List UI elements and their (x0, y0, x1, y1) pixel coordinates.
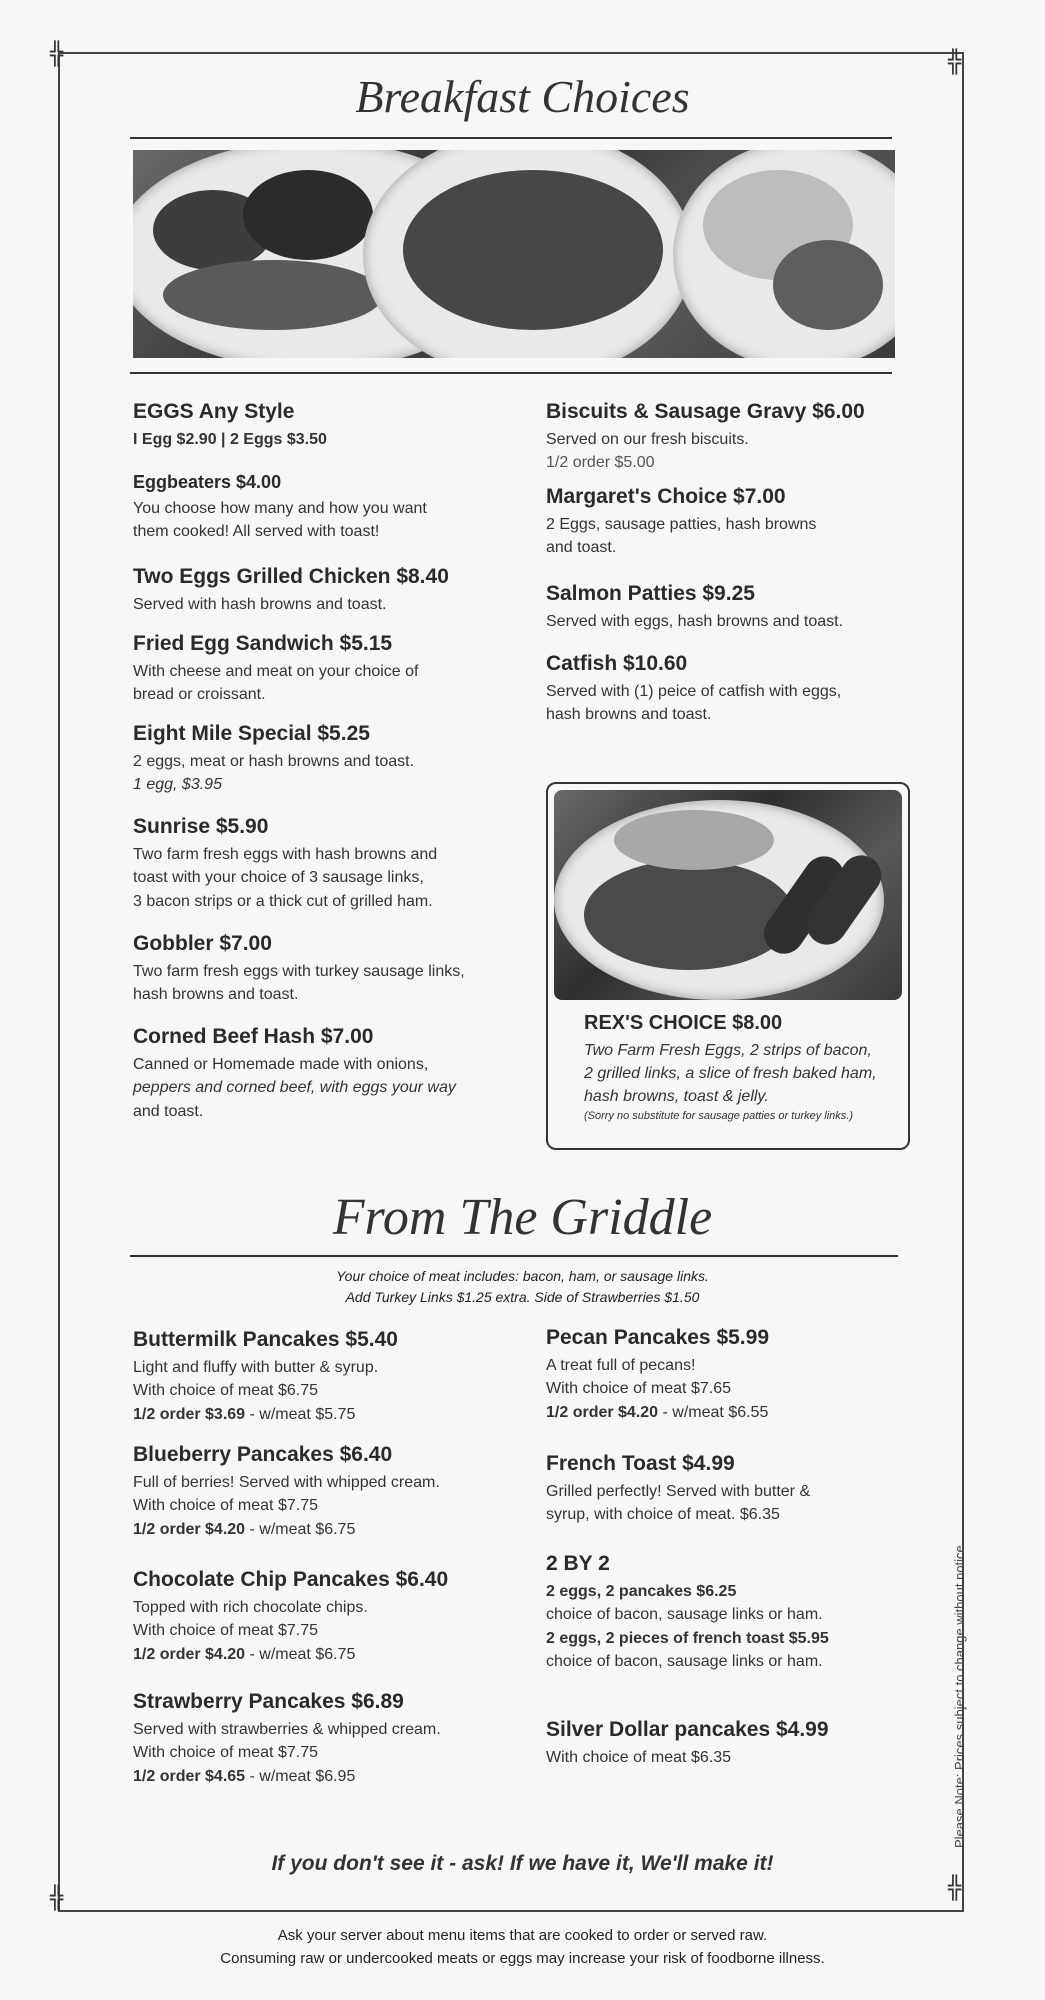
rex-choice-text: REX'S CHOICE $8.00 Two Farm Fresh Eggs, 2 strips of bacon, 2 grilled links, a slice of fresh baked ham, hash browns, toast & jelly. (Sorry no substitute for sausage patties or turkey links.) (584, 1012, 877, 1122)
griddle-intro: Your choice of meat includes: bacon, ham, or sausage links. Add Turkey Links $1.25 extra. Side of Strawberries $1.50 (336, 1268, 709, 1305)
menu-item-sunrise: Sunrise $5.90 Two farm fresh eggs with hash browns and toast with your choice of 3 sausage links, 3 bacon strips or a thick cut of grilled ham. (133, 815, 438, 910)
menu-item-biscuits-sausage-gravy: Biscuits & Sausage Gravy $6.00 Served on our fresh biscuits. 1/2 order $5.00 (546, 400, 865, 472)
rex-choice-photo (554, 790, 902, 1000)
menu-item-salmon-patties: Salmon Patties $9.25 Served with eggs, hash browns and toast. (546, 582, 844, 631)
menu-item-french-toast: French Toast $4.99 Grilled perfectly! Served with butter & syrup, with choice of meat. $6.35 (546, 1452, 811, 1524)
griddle-title: From The Griddle (332, 1189, 713, 1246)
menu-item-eggbeaters: Eggbeaters $4.00 You choose how many and how you want them cooked! All served with toast! (133, 472, 427, 540)
menu-item-corned-beef-hash: Corned Beef Hash $7.00 Canned or Homemade made with onions, peppers and corned beef, with eggs your way and toast. (133, 1025, 456, 1120)
menu-item-silver-dollar-pancakes: Silver Dollar pancakes $4.99 With choice of meat $6.35 (546, 1718, 829, 1767)
menu-item-chocolate-chip-pancakes: Chocolate Chip Pancakes $6.40 Topped with rich chocolate chips. With choice of meat $7.75 1/2 order $4.20 - w/meat $6.75 (133, 1568, 449, 1663)
menu-item-blueberry-pancakes: Blueberry Pancakes $6.40 Full of berries! Served with whipped cream. With choice of meat $7.75 1/2 order $4.20 - w/meat $6.75 (133, 1443, 440, 1538)
menu-item-catfish: Catfish $10.60 Served with (1) peice of catfish with eggs, hash browns and toast. (546, 652, 842, 724)
menu-item-eggs-any-style: EGGS Any Style I Egg $2.90 | 2 Eggs $3.50 (133, 400, 327, 449)
menu-item-pecan-pancakes: Pecan Pancakes $5.99 A treat full of pecans! With choice of meat $7.65 1/2 order $4.20 - w/meat $6.55 (546, 1326, 770, 1421)
corner-ornament-top-right: ╬ (948, 50, 962, 75)
menu-item-fried-egg-sandwich: Fried Egg Sandwich $5.15 With cheese and meat on your choice of bread or croissant. (133, 632, 419, 704)
corner-ornament-bottom-right: ╬ (948, 1876, 962, 1901)
menu-item-strawberry-pancakes: Strawberry Pancakes $6.89 Served with strawberries & whipped cream. With choice of meat $7.75 1/2 order $4.65 - w/meat $6.95 (133, 1690, 441, 1785)
breakfast-photo-rule (130, 372, 892, 374)
menu-item-margarets-choice: Margaret's Choice $7.00 2 Eggs, sausage patties, hash browns and toast. (546, 485, 817, 557)
rex-choice-box (546, 782, 910, 1150)
menu-item-gobbler: Gobbler $7.00 Two farm fresh eggs with turkey sausage links, hash browns and toast. (133, 932, 465, 1004)
breakfast-photo (133, 150, 895, 358)
breakfast-title-rule (130, 137, 892, 139)
menu-item-2-by-2: 2 BY 2 2 eggs, 2 pancakes $6.25 choice of bacon, sausage links or ham. 2 eggs, 2 pieces of french toast $5.95 choice of bacon, sausage links or ham. (546, 1552, 829, 1670)
price-change-note: Please Note: Prices subject to change without notice. (952, 1541, 967, 1848)
griddle-title-rule (130, 1255, 898, 1257)
breakfast-title: Breakfast Choices (355, 71, 690, 122)
menu-item-eight-mile-special: Eight Mile Special $5.25 2 eggs, meat or hash browns and toast. 1 egg, $3.95 (133, 722, 415, 794)
tagline: If you don't see it - ask! If we have it, We'll make it! (271, 1852, 774, 1875)
corner-ornament-bottom-left: ╬ (50, 1886, 64, 1911)
menu-item-buttermilk-pancakes: Buttermilk Pancakes $5.40 Light and fluffy with butter & syrup. With choice of meat $6.75 1/2 order $3.69 - w/meat $5.75 (133, 1328, 398, 1423)
menu-item-two-eggs-grilled-chicken: Two Eggs Grilled Chicken $8.40 Served with hash browns and toast. (133, 565, 449, 614)
footer-disclaimer: Ask your server about menu items that are cooked to order or served raw. Consuming raw or undercooked meats or eggs may increase your risk of foodborne illness. (220, 1927, 825, 1967)
corner-ornament-top-left: ╬ (50, 42, 64, 67)
